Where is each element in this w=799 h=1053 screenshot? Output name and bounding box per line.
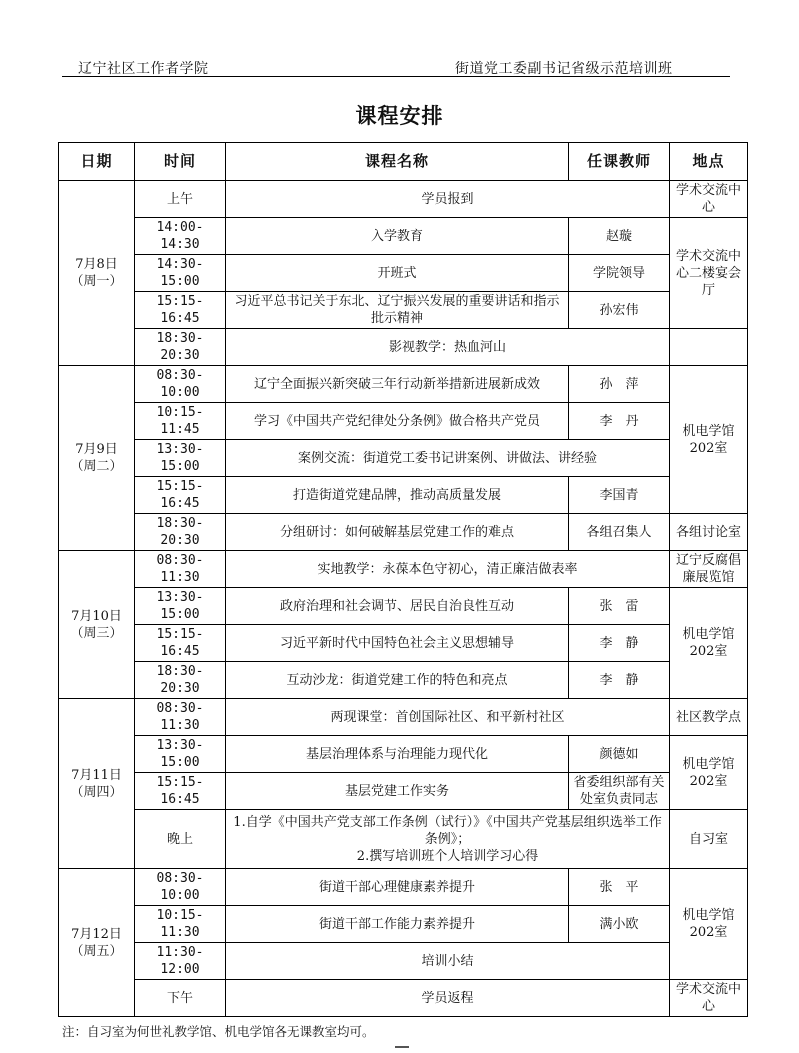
location-cell: 辽宁反腐倡廉展览馆 xyxy=(670,551,748,588)
date-cell: 7月8日 （周一） xyxy=(59,181,135,366)
schedule-table xyxy=(58,142,748,1017)
location-cell: 学术交流中心二楼宴会厅 xyxy=(670,218,748,329)
column-header-course: 课程名称 xyxy=(226,143,569,181)
table-row xyxy=(59,625,748,662)
teacher-cell: 李 静 xyxy=(569,625,670,662)
time-cell: 上午 xyxy=(135,181,226,218)
header-course: 街道党工委副书记省级示范培训班 xyxy=(455,61,673,77)
date-cell: 7月11日 （周四） xyxy=(59,699,135,869)
course-cell: 基层党建工作实务 xyxy=(226,773,569,810)
header-divider xyxy=(62,76,730,77)
teacher-cell: 李 静 xyxy=(569,662,670,699)
time-cell: 18:30-20:30 xyxy=(135,329,226,366)
time-cell: 下午 xyxy=(135,980,226,1017)
date-cell: 7月10日 （周三） xyxy=(59,551,135,699)
teacher-cell: 省委组织部有关处室负责同志 xyxy=(569,773,670,810)
course-cell: 辽宁全面振兴新突破三年行动新举措新进展新成效 xyxy=(226,366,569,403)
table-row xyxy=(59,329,748,366)
page-title: 课程安排 xyxy=(355,104,444,128)
course-cell: 案例交流：街道党工委书记讲案例、讲做法、讲经验 xyxy=(226,440,670,477)
table-row xyxy=(59,773,748,810)
course-cell: 两现课堂：首创国际社区、和平新村社区 xyxy=(226,699,670,736)
time-cell: 15:15-16:45 xyxy=(135,477,226,514)
table-row xyxy=(59,477,748,514)
time-cell: 15:15-16:45 xyxy=(135,292,226,329)
teacher-cell: 孙 萍 xyxy=(569,366,670,403)
course-cell: 开班式 xyxy=(226,255,569,292)
table-row xyxy=(59,662,748,699)
course-cell: 互动沙龙：街道党建工作的特色和亮点 xyxy=(226,662,569,699)
course-cell: 习近平新时代中国特色社会主义思想辅导 xyxy=(226,625,569,662)
teacher-cell: 张 平 xyxy=(569,869,670,906)
course-cell: 实地教学：永葆本色守初心，清正廉洁做表率 xyxy=(226,551,670,588)
table-row xyxy=(59,218,748,255)
course-cell: 培训小结 xyxy=(226,943,670,980)
time-cell: 10:15-11:30 xyxy=(135,906,226,943)
location-cell xyxy=(670,329,748,366)
time-cell: 15:15-16:45 xyxy=(135,773,226,810)
course-cell: 习近平总书记关于东北、辽宁振兴发展的重要讲话和指示批示精神 xyxy=(226,292,569,329)
teacher-cell: 赵璇 xyxy=(569,218,670,255)
time-cell: 08:30-10:00 xyxy=(135,869,226,906)
location-cell: 学术交流中心 xyxy=(670,181,748,218)
column-header-time: 时间 xyxy=(135,143,226,181)
teacher-cell: 学院领导 xyxy=(569,255,670,292)
date-cell: 7月9日 （周二） xyxy=(59,366,135,551)
table-row xyxy=(59,699,748,736)
table-row xyxy=(59,588,748,625)
time-cell: 14:00-14:30 xyxy=(135,218,226,255)
location-cell: 各组讨论室 xyxy=(670,514,748,551)
course-cell: 1.自学《中国共产党支部工作条例（试行）》《中国共产党基层组织选举工作条例》； 2.撰写培训班个人培训学习心得 xyxy=(226,810,670,869)
column-header-teacher: 任课教师 xyxy=(569,143,670,181)
table-row xyxy=(59,980,748,1017)
time-cell: 11:30-12:00 xyxy=(135,943,226,980)
course-cell: 街道干部工作能力素养提升 xyxy=(226,906,569,943)
time-cell: 18:30-20:30 xyxy=(135,662,226,699)
column-header-date: 日期 xyxy=(59,143,135,181)
time-cell: 08:30-10:00 xyxy=(135,366,226,403)
table-row xyxy=(59,736,748,773)
time-cell: 13:30-15:00 xyxy=(135,440,226,477)
table-row xyxy=(59,292,748,329)
table-row xyxy=(59,366,748,403)
footnote: 注：自习室为何世礼教学馆、机电学馆各无课教室均可。 xyxy=(62,1024,375,1039)
teacher-cell: 李国青 xyxy=(569,477,670,514)
course-cell: 影视教学：热血河山 xyxy=(226,329,670,366)
table-row xyxy=(59,943,748,980)
course-cell: 分组研讨：如何破解基层党建工作的难点 xyxy=(226,514,569,551)
course-cell: 学员报到 xyxy=(226,181,670,218)
table-row xyxy=(59,810,748,869)
header-school: 辽宁社区工作者学院 xyxy=(78,61,209,77)
table-row xyxy=(59,403,748,440)
course-cell: 打造街道党建品牌，推动高质量发展 xyxy=(226,477,569,514)
location-cell: 机电学馆202室 xyxy=(670,366,748,514)
location-cell: 机电学馆202室 xyxy=(670,588,748,699)
table-row xyxy=(59,551,748,588)
course-cell: 街道干部心理健康素养提升 xyxy=(226,869,569,906)
column-header-location: 地点 xyxy=(670,143,748,181)
location-cell: 学术交流中心 xyxy=(670,980,748,1017)
time-cell: 13:30-15:00 xyxy=(135,588,226,625)
course-cell: 政府治理和社会调节、居民自治良性互动 xyxy=(226,588,569,625)
course-cell: 学员返程 xyxy=(226,980,670,1017)
time-cell: 18:30-20:30 xyxy=(135,514,226,551)
time-cell: 08:30-11:30 xyxy=(135,699,226,736)
table-row xyxy=(59,181,748,218)
table-row xyxy=(59,906,748,943)
time-cell: 13:30-15:00 xyxy=(135,736,226,773)
teacher-cell: 满小欧 xyxy=(569,906,670,943)
location-cell: 机电学馆202室 xyxy=(670,736,748,810)
date-cell: 7月12日 （周五） xyxy=(59,869,135,1017)
teacher-cell: 张 雷 xyxy=(569,588,670,625)
time-cell: 14:30-15:00 xyxy=(135,255,226,292)
course-cell: 学习《中国共产党纪律处分条例》做合格共产党员 xyxy=(226,403,569,440)
location-cell: 社区教学点 xyxy=(670,699,748,736)
teacher-cell: 李 丹 xyxy=(569,403,670,440)
time-cell: 15:15-16:45 xyxy=(135,625,226,662)
table-row xyxy=(59,869,748,906)
table-row xyxy=(59,255,748,292)
course-cell: 基层治理体系与治理能力现代化 xyxy=(226,736,569,773)
teacher-cell: 孙宏伟 xyxy=(569,292,670,329)
page-number-mark xyxy=(395,1046,409,1052)
location-cell: 自习室 xyxy=(670,810,748,869)
time-cell: 10:15-11:45 xyxy=(135,403,226,440)
table-row xyxy=(59,514,748,551)
course-cell: 入学教育 xyxy=(226,218,569,255)
teacher-cell: 颜德如 xyxy=(569,736,670,773)
teacher-cell: 各组召集人 xyxy=(569,514,670,551)
time-cell: 晚上 xyxy=(135,810,226,869)
table-row xyxy=(59,440,748,477)
time-cell: 08:30-11:30 xyxy=(135,551,226,588)
location-cell: 机电学馆202室 xyxy=(670,869,748,980)
